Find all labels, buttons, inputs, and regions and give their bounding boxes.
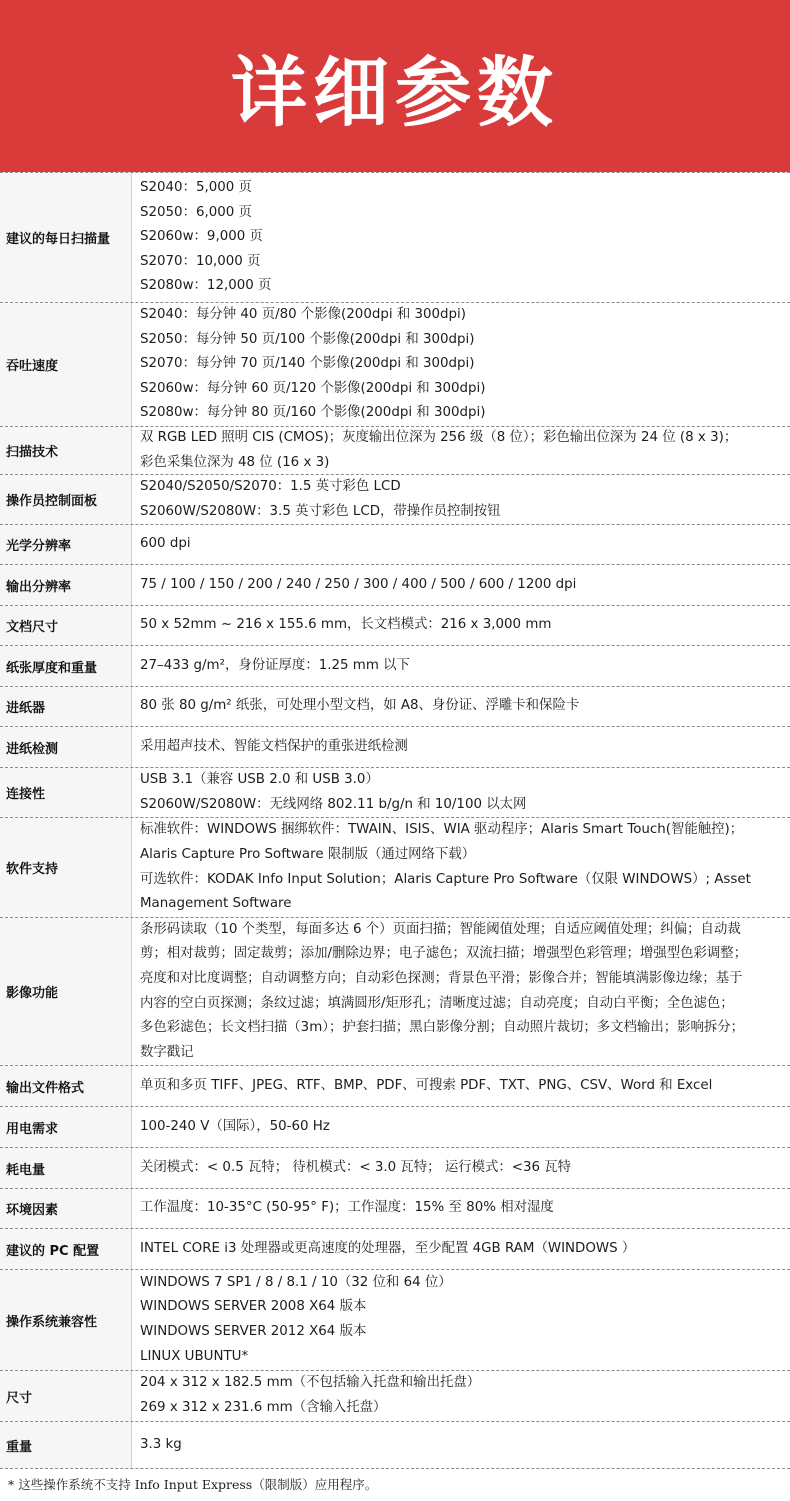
spec-row <box>0 1189 790 1229</box>
spec-value-cell <box>132 727 790 767</box>
spec-value-cell <box>132 1270 790 1370</box>
spec-row <box>0 303 790 427</box>
spec-value-cell <box>132 475 790 524</box>
spec-value-line: 工作温度：10-35°C (50-95° F)；工作湿度：15% 至 80% 相对湿度 <box>140 1200 554 1216</box>
spec-value-line: LINUX UBUNTU* <box>140 1348 249 1364</box>
spec-value-line: 100-240 V（国际），50-60 Hz <box>140 1118 330 1134</box>
spec-value-line: 204 x 312 x 182.5 mm（不包括输入托盘和输出托盘） <box>140 1375 481 1391</box>
spec-value-line: WINDOWS SERVER 2008 X64 版本 <box>140 1299 367 1315</box>
spec-row <box>0 525 790 565</box>
spec-value-cell <box>132 1066 790 1106</box>
spec-value-line: S2060w：9,000 页 <box>140 229 263 245</box>
spec-value-cell <box>132 303 790 426</box>
spec-label: 软件支持 <box>0 818 132 917</box>
spec-value-line: 50 x 52mm ~ 216 x 155.6 mm，长文档模式：216 x 3,000 mm <box>140 617 552 633</box>
spec-row <box>0 565 790 606</box>
spec-label: 重量 <box>0 1422 132 1468</box>
spec-row <box>0 1229 790 1270</box>
spec-value-cell <box>132 606 790 645</box>
spec-value-cell <box>132 1229 790 1269</box>
spec-value-line: 标准软件：WINDOWS 捆绑软件：TWAIN、ISIS、WIA 驱动程序；Alaris Smart Touch(智能触控)； <box>140 822 744 838</box>
spec-label: 用电需求 <box>0 1107 132 1147</box>
spec-value-cell <box>132 918 790 1065</box>
spec-label: 光学分辨率 <box>0 525 132 564</box>
spec-value-line: WINDOWS SERVER 2012 X64 版本 <box>140 1324 367 1339</box>
spec-label: 连接性 <box>0 768 132 817</box>
spec-value-line: S2040：每分钟 40 页/80 个影像(200dpi 和 300dpi) <box>140 307 466 323</box>
spec-row <box>0 646 790 687</box>
spec-row <box>0 427 790 475</box>
spec-value-line: S2060W/S2080W：无线网络 802.11 b/g/n 和 10/100 以太网 <box>140 796 527 812</box>
spec-value-line: 多色彩滤色；长文档扫描（3m）；护套扫描；黑白影像分割；自动照片裁切；多文档输出；影响拆分； <box>140 1020 745 1036</box>
spec-label: 进纸检测 <box>0 727 132 767</box>
spec-value-line: INTEL CORE i3 处理器或更高速度的处理器，至少配置 4GB RAM（WINDOWS ） <box>140 1240 636 1256</box>
spec-value-line: 3.3 kg <box>140 1436 182 1452</box>
spec-value-line: 亮度和对比度调整；自动调整方向；自动彩色探测；背景色平滑；影像合并；智能填满影像边缘；基于 <box>140 970 743 986</box>
spec-value-line: 采用超声技术、智能文档保护的重张进纸检测 <box>140 738 408 754</box>
spec-value-line: 双 RGB LED 照明 CIS (CMOS)；灰度输出位深为 256 级（8 位）；彩色输出位深为 24 位 (8 x 3)； <box>140 429 738 445</box>
spec-label: 操作系统兼容性 <box>0 1270 132 1370</box>
spec-value-cell <box>132 173 790 302</box>
spec-value-line: S2080w：12,000 页 <box>140 278 272 294</box>
spec-value-line: 内容的空白页探测；条纹过滤；填满圆形/矩形孔；清晰度过滤；自动亮度；自动白平衡；全色滤色； <box>140 995 734 1011</box>
spec-row <box>0 1148 790 1189</box>
spec-value-line: USB 3.1（兼容 USB 2.0 和 USB 3.0） <box>140 771 379 787</box>
spec-value-line: S2040/S2050/S2070：1.5 英寸彩色 LCD <box>140 478 401 494</box>
spec-row <box>0 1107 790 1148</box>
spec-row <box>0 687 790 727</box>
spec-value-cell <box>132 565 790 605</box>
spec-label: 耗电量 <box>0 1148 132 1188</box>
spec-value-cell <box>132 427 790 474</box>
spec-value-cell <box>132 687 790 726</box>
spec-value-line: 数字戳记 <box>140 1044 194 1060</box>
spec-value-cell <box>132 768 790 817</box>
spec-value-line: S2060w：每分钟 60 页/120 个影像(200dpi 和 300dpi) <box>140 380 486 396</box>
spec-label: 扫描技术 <box>0 427 132 474</box>
spec-label: 输出分辨率 <box>0 565 132 605</box>
spec-label: 进纸器 <box>0 687 132 726</box>
spec-value-line: 269 x 312 x 231.6 mm（含输入托盘） <box>140 1400 387 1415</box>
spec-value-line: 可选软件：KODAK Info Input Solution；Alaris Capture Pro Software（仅限 WINDOWS）; Asset <box>140 871 751 887</box>
spec-value-line: S2080w：每分钟 80 页/160 个影像(200dpi 和 300dpi) <box>140 405 486 421</box>
spec-value-cell <box>132 1371 790 1421</box>
spec-row <box>0 918 790 1066</box>
spec-row <box>0 727 790 768</box>
spec-value-line: 条形码读取（10 个类型，每面多达 6 个）页面扫描；智能阈值处理；自适应阈值处理；纠偏；自动裁 <box>140 921 741 937</box>
spec-row <box>0 1270 790 1371</box>
spec-value-cell <box>132 525 790 564</box>
spec-label: 建议的 PC 配置 <box>0 1229 132 1269</box>
spec-row <box>0 1422 790 1469</box>
spec-row <box>0 818 790 918</box>
spec-table <box>0 172 790 1469</box>
spec-row <box>0 172 790 303</box>
spec-value-line: S2050：每分钟 50 页/100 个影像(200dpi 和 300dpi) <box>140 331 475 347</box>
spec-value-cell <box>132 1189 790 1228</box>
spec-value-line: S2040：5,000 页 <box>140 180 252 196</box>
spec-value-cell <box>132 1107 790 1147</box>
spec-label: 环境因素 <box>0 1189 132 1228</box>
spec-value-line: S2060W/S2080W：3.5 英寸彩色 LCD，带操作员控制按钮 <box>140 503 501 519</box>
spec-value-line: 75 / 100 / 150 / 200 / 240 / 250 / 300 / 400 / 500 / 600 / 1200 dpi <box>140 576 577 592</box>
spec-value-line: 600 dpi <box>140 536 191 552</box>
spec-row <box>0 1066 790 1107</box>
spec-value-cell <box>132 1422 790 1468</box>
spec-value-line: 剪；相对裁剪；固定裁剪；添加/删除边界；电子滤色；双流扫描；增强型色彩管理；增强型色彩调整； <box>140 946 748 962</box>
spec-label: 尺寸 <box>0 1371 132 1421</box>
spec-label: 输出文件格式 <box>0 1066 132 1106</box>
spec-value-line: 彩色采集位深为 48 位 (16 x 3) <box>140 454 330 470</box>
spec-label: 纸张厚度和重量 <box>0 646 132 686</box>
spec-value-line: S2070：每分钟 70 页/140 个影像(200dpi 和 300dpi) <box>140 356 475 372</box>
spec-value-line: 27–433 g/m²，身份证厚度：1.25 mm 以下 <box>140 657 410 673</box>
spec-label: 影像功能 <box>0 918 132 1065</box>
spec-label: 文档尺寸 <box>0 606 132 645</box>
spec-value-line: Management Software <box>140 896 292 912</box>
spec-value-line: 单页和多页 TIFF、JPEG、RTF、BMP、PDF、可搜索 PDF、TXT、PNG、CSV、Word 和 Excel <box>140 1077 713 1093</box>
spec-row <box>0 768 790 818</box>
spec-row <box>0 606 790 646</box>
spec-value-cell <box>132 646 790 686</box>
spec-value-line: 80 张 80 g/m² 纸张，可处理小型文档，如 A8、身份证、浮雕卡和保险卡 <box>140 698 580 714</box>
footnote: * 这些操作系统不支持 Info Input Express（限制版）应用程序。 <box>8 1477 378 1492</box>
spec-row <box>0 1371 790 1422</box>
spec-label: 吞吐速度 <box>0 303 132 426</box>
spec-row <box>0 475 790 525</box>
spec-value-line: WINDOWS 7 SP1 / 8 / 8.1 / 10（32 位和 64 位） <box>140 1274 452 1290</box>
spec-label: 建议的每日扫描量 <box>0 173 132 302</box>
title-banner <box>0 0 790 172</box>
page-title: 详细参数 <box>231 47 559 137</box>
spec-label: 操作员控制面板 <box>0 475 132 524</box>
spec-value-line: S2070：10,000 页 <box>140 253 261 269</box>
spec-value-cell <box>132 1148 790 1188</box>
spec-value-line: S2050：6,000 页 <box>140 204 252 220</box>
spec-value-line: 关闭模式：< 0.5 瓦特； 待机模式：< 3.0 瓦特； 运行模式：<36 瓦特 <box>140 1159 572 1175</box>
spec-value-line: Alaris Capture Pro Software 限制版（通过网络下载） <box>140 846 476 862</box>
spec-value-cell <box>132 818 790 917</box>
